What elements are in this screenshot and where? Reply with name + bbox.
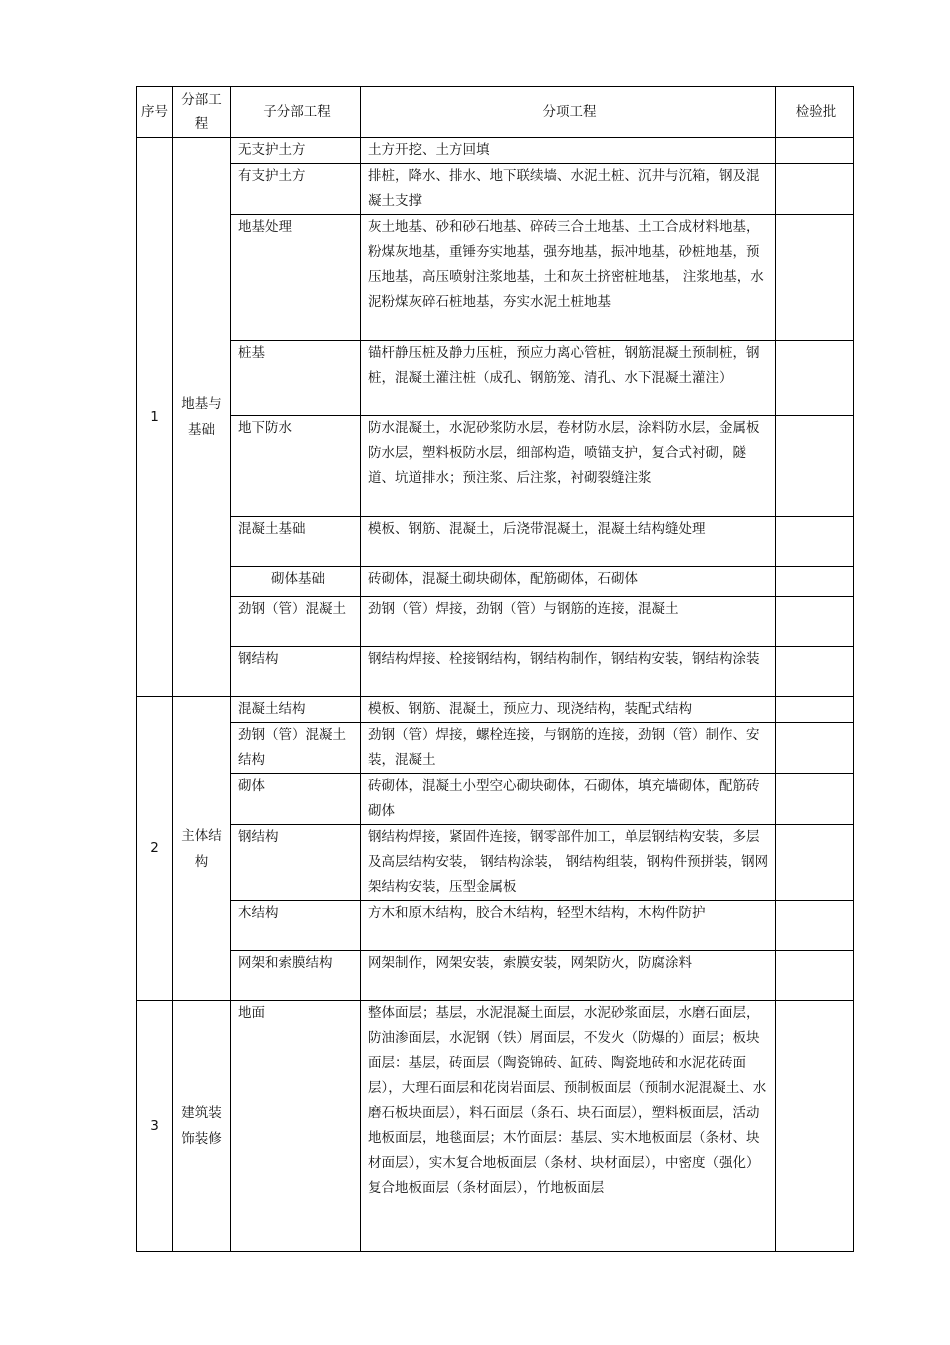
table-row [137, 723, 854, 774]
subdivision-cell: 砌体基础 [231, 567, 361, 597]
batch-cell [776, 517, 854, 567]
engineering-division-table [136, 86, 853, 1252]
division-name: 主体结构 [173, 697, 231, 1001]
item-cell: 钢结构焊接，紧固件连接，钢零部件加工，单层钢结构安装，多层及高层结构安装， 钢结构涂装， 钢结构组装，钢构件预拼装，钢网架结构安装，压型金属板 [361, 825, 776, 901]
division-name: 建筑装饰装修 [173, 1001, 231, 1252]
item-cell: 模板、钢筋、混凝土，后浇带混凝土，混凝土结构缝处理 [361, 517, 776, 567]
table-row [137, 138, 854, 164]
batch-cell [776, 774, 854, 825]
table-row [137, 215, 854, 341]
header-row [137, 87, 854, 138]
table-row [137, 416, 854, 517]
item-cell: 方木和原木结构，胶合木结构，轻型木结构，木构件防护 [361, 901, 776, 951]
batch-cell [776, 341, 854, 416]
subdivision-cell: 钢结构 [231, 825, 361, 901]
table-row [137, 164, 854, 215]
item-cell: 排桩，降水、排水、地下联续墙、水泥土桩、沉井与沉箱，钢及混凝土支撑 [361, 164, 776, 215]
subdivision-cell: 混凝土基础 [231, 517, 361, 567]
header-division: 分部工程 [173, 87, 231, 138]
subdivision-cell: 劲钢（管）混凝土 [231, 597, 361, 647]
table-row [137, 825, 854, 901]
table-row [137, 901, 854, 951]
batch-cell [776, 723, 854, 774]
batch-cell [776, 416, 854, 517]
group-number: 2 [137, 697, 173, 1001]
subdivision-cell: 地基处理 [231, 215, 361, 341]
header-subdivision: 子分部工程 [231, 87, 361, 138]
batch-cell [776, 647, 854, 697]
batch-cell [776, 1001, 854, 1252]
header-seq: 序号 [137, 87, 173, 138]
subdivision-cell: 混凝土结构 [231, 697, 361, 723]
item-cell: 劲钢（管）焊接，劲钢（管）与钢筋的连接，混凝土 [361, 597, 776, 647]
table-row [137, 597, 854, 647]
group-number: 3 [137, 1001, 173, 1252]
division-table [136, 86, 854, 1252]
item-cell: 砖砌体，混凝土小型空心砌块砌体，石砌体，填充墙砌体，配筋砖砌体 [361, 774, 776, 825]
division-name: 地基与基础 [173, 138, 231, 697]
batch-cell [776, 597, 854, 647]
batch-cell [776, 901, 854, 951]
table-row [137, 951, 854, 1001]
batch-cell [776, 825, 854, 901]
subdivision-cell: 钢结构 [231, 647, 361, 697]
table-row [137, 517, 854, 567]
batch-cell [776, 215, 854, 341]
table-row [137, 567, 854, 597]
item-cell: 土方开挖、土方回填 [361, 138, 776, 164]
item-cell: 灰土地基、砂和砂石地基、碎砖三合土地基、土工合成材料地基，粉煤灰地基，重锤夯实地基，强夯地基，振冲地基，砂桩地基，预压地基，高压喷射注浆地基，土和灰土挤密桩地基， 注浆地基，水泥粉煤灰碎石桩地基，夯实水泥土桩地基 [361, 215, 776, 341]
item-cell: 模板、钢筋、混凝土，预应力、现浇结构，装配式结构 [361, 697, 776, 723]
subdivision-cell: 地下防水 [231, 416, 361, 517]
subdivision-cell: 桩基 [231, 341, 361, 416]
table-row [137, 697, 854, 723]
item-cell: 劲钢（管）焊接，螺栓连接，与钢筋的连接，劲钢（管）制作、安装，混凝土 [361, 723, 776, 774]
subdivision-cell: 砌体 [231, 774, 361, 825]
batch-cell [776, 567, 854, 597]
batch-cell [776, 697, 854, 723]
item-cell: 砖砌体，混凝土砌块砌体，配筋砌体，石砌体 [361, 567, 776, 597]
group-number: 1 [137, 138, 173, 697]
item-cell: 整体面层；基层，水泥混凝土面层，水泥砂浆面层，水磨石面层，防油渗面层，水泥钢（铁）屑面层，不发火（防爆的）面层；板块面层：基层，砖面层（陶瓷锦砖、缸砖、陶瓷地砖和水泥花砖面层），大理石面层和花岗岩面层、预制板面层（预制水泥混凝土、水磨石板块面层），料石面层（条石、块石面层），塑料板面层，活动地板面层，地毯面层；木竹面层：基层、实木地板面层（条材、块材面层），实木复合地板面层（条材、块材面层），中密度（强化）复合地板面层（条材面层），竹地板面层 [361, 1001, 776, 1252]
item-cell: 锚杆静压桩及静力压桩，预应力离心管桩，钢筋混凝土预制桩，钢桩，混凝土灌注桩（成孔、钢筋笼、清孔、水下混凝土灌注） [361, 341, 776, 416]
item-cell: 网架制作，网架安装，索膜安装，网架防火，防腐涂料 [361, 951, 776, 1001]
table-row [137, 1001, 854, 1252]
subdivision-cell: 木结构 [231, 901, 361, 951]
subdivision-cell: 无支护土方 [231, 138, 361, 164]
batch-cell [776, 951, 854, 1001]
header-item: 分项工程 [361, 87, 776, 138]
table-row [137, 341, 854, 416]
batch-cell [776, 138, 854, 164]
table-row [137, 647, 854, 697]
subdivision-cell: 劲钢（管）混凝土结构 [231, 723, 361, 774]
subdivision-cell: 网架和索膜结构 [231, 951, 361, 1001]
item-cell: 防水混凝土，水泥砂浆防水层，卷材防水层，涂料防水层，金属板防水层，塑料板防水层，细部构造，喷锚支护，复合式衬砌，隧道、坑道排水；预注浆、后注浆，衬砌裂缝注浆 [361, 416, 776, 517]
item-cell: 钢结构焊接、栓接钢结构，钢结构制作，钢结构安装，钢结构涂装 [361, 647, 776, 697]
batch-cell [776, 164, 854, 215]
table-row [137, 774, 854, 825]
subdivision-cell: 有支护土方 [231, 164, 361, 215]
subdivision-cell: 地面 [231, 1001, 361, 1252]
header-batch: 检验批 [776, 87, 854, 138]
